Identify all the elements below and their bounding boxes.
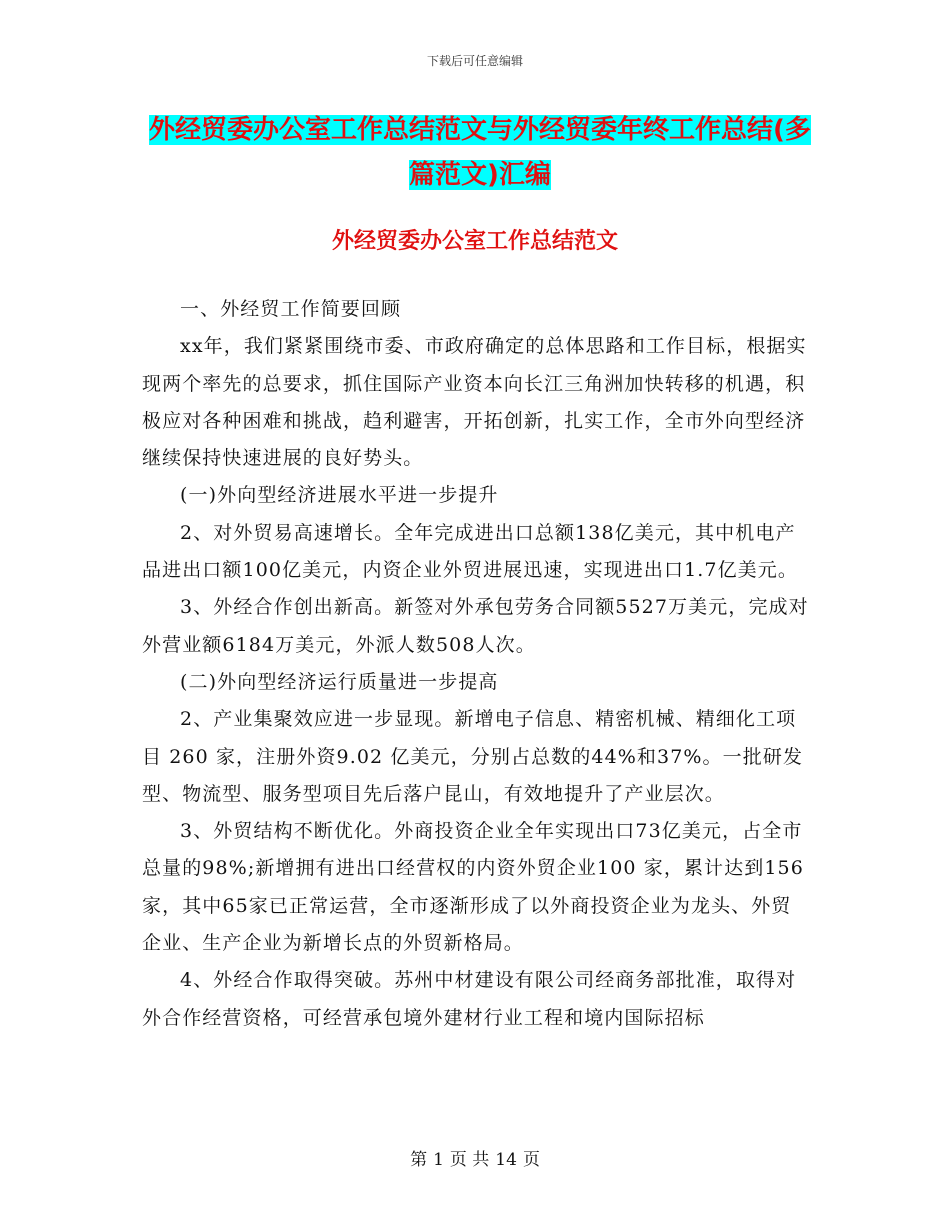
paragraph-3: (一)外向型经济进展水平进一步提升 [180, 484, 499, 507]
section-title: 外经贸委办公室工作总结范文 [331, 229, 618, 254]
paragraph-8: 3、外贸结构不断优化。外商投资企业全年实现出口73亿美元，占全市总量的98%;新增拥有进出口经营权的内资外贸企业100 家，累计达到156家，其中65家已正常运营，全市逐渐形成了以外商投资企业为龙头、外贸企业、生产企业为新增长点的外贸新格局。 [142, 820, 804, 955]
paragraph-4: 2、对外贸易高速增长。全年完成进出口总额138亿美元，其中机电产品进出口额100亿美元，内资企业外贸进展迅速，实现进出口1.7亿美元。 [142, 521, 798, 582]
page-header-note: 下载后可任意编辑 [426, 54, 523, 68]
paragraph-9: 4、外经合作取得突破。苏州中材建设有限公司经商务部批准，取得对外合作经营资格，可经营承包境外建材行业工程和境内国际招标 [142, 969, 797, 1029]
paragraph-7: 2、产业集聚效应进一步显现。新增电子信息、精密机械、精细化工项目 260 家，注册外资9.02 亿美元，分别占总数的44%和37%。一批研发型、物流型、服务型项目先后落户昆山，有效地提升了产业层次。 [142, 708, 804, 805]
document-body [142, 291, 810, 1037]
document-title-text: 外经贸委办公室工作总结范文与外经贸委年终工作总结(多篇范文)汇编 [149, 115, 811, 190]
footer-total-pages: 14 [495, 1150, 517, 1170]
paragraph-1: 一、外经贸工作简要回顾 [180, 298, 402, 320]
footer-page-number: 1 [433, 1150, 444, 1170]
footer-prefix: 第 [410, 1150, 428, 1170]
footer-middle: 页 共 [449, 1150, 490, 1170]
paragraph-6: (二)外向型经济运行质量进一步提高 [180, 670, 499, 693]
page-footer [0, 1145, 950, 1170]
paragraph-2: xx年，我们紧紧围绕市委、市政府确定的总体思路和工作目标，根据实现两个率先的总要求，抓住国际产业资本向长江三角洲加快转移的机遇，积极应对各种困难和挑战，趋利避害，开拓创新，扎实工作，全市外向型经济继续保持快速进展的良好势头。 [142, 335, 807, 470]
footer-suffix: 页 [522, 1150, 540, 1170]
document-title [140, 108, 820, 198]
paragraph-5: 3、外经合作创出新高。新签对外承包劳务合同额5527万美元，完成对外营业额6184万美元，外派人数508人次。 [142, 596, 809, 656]
